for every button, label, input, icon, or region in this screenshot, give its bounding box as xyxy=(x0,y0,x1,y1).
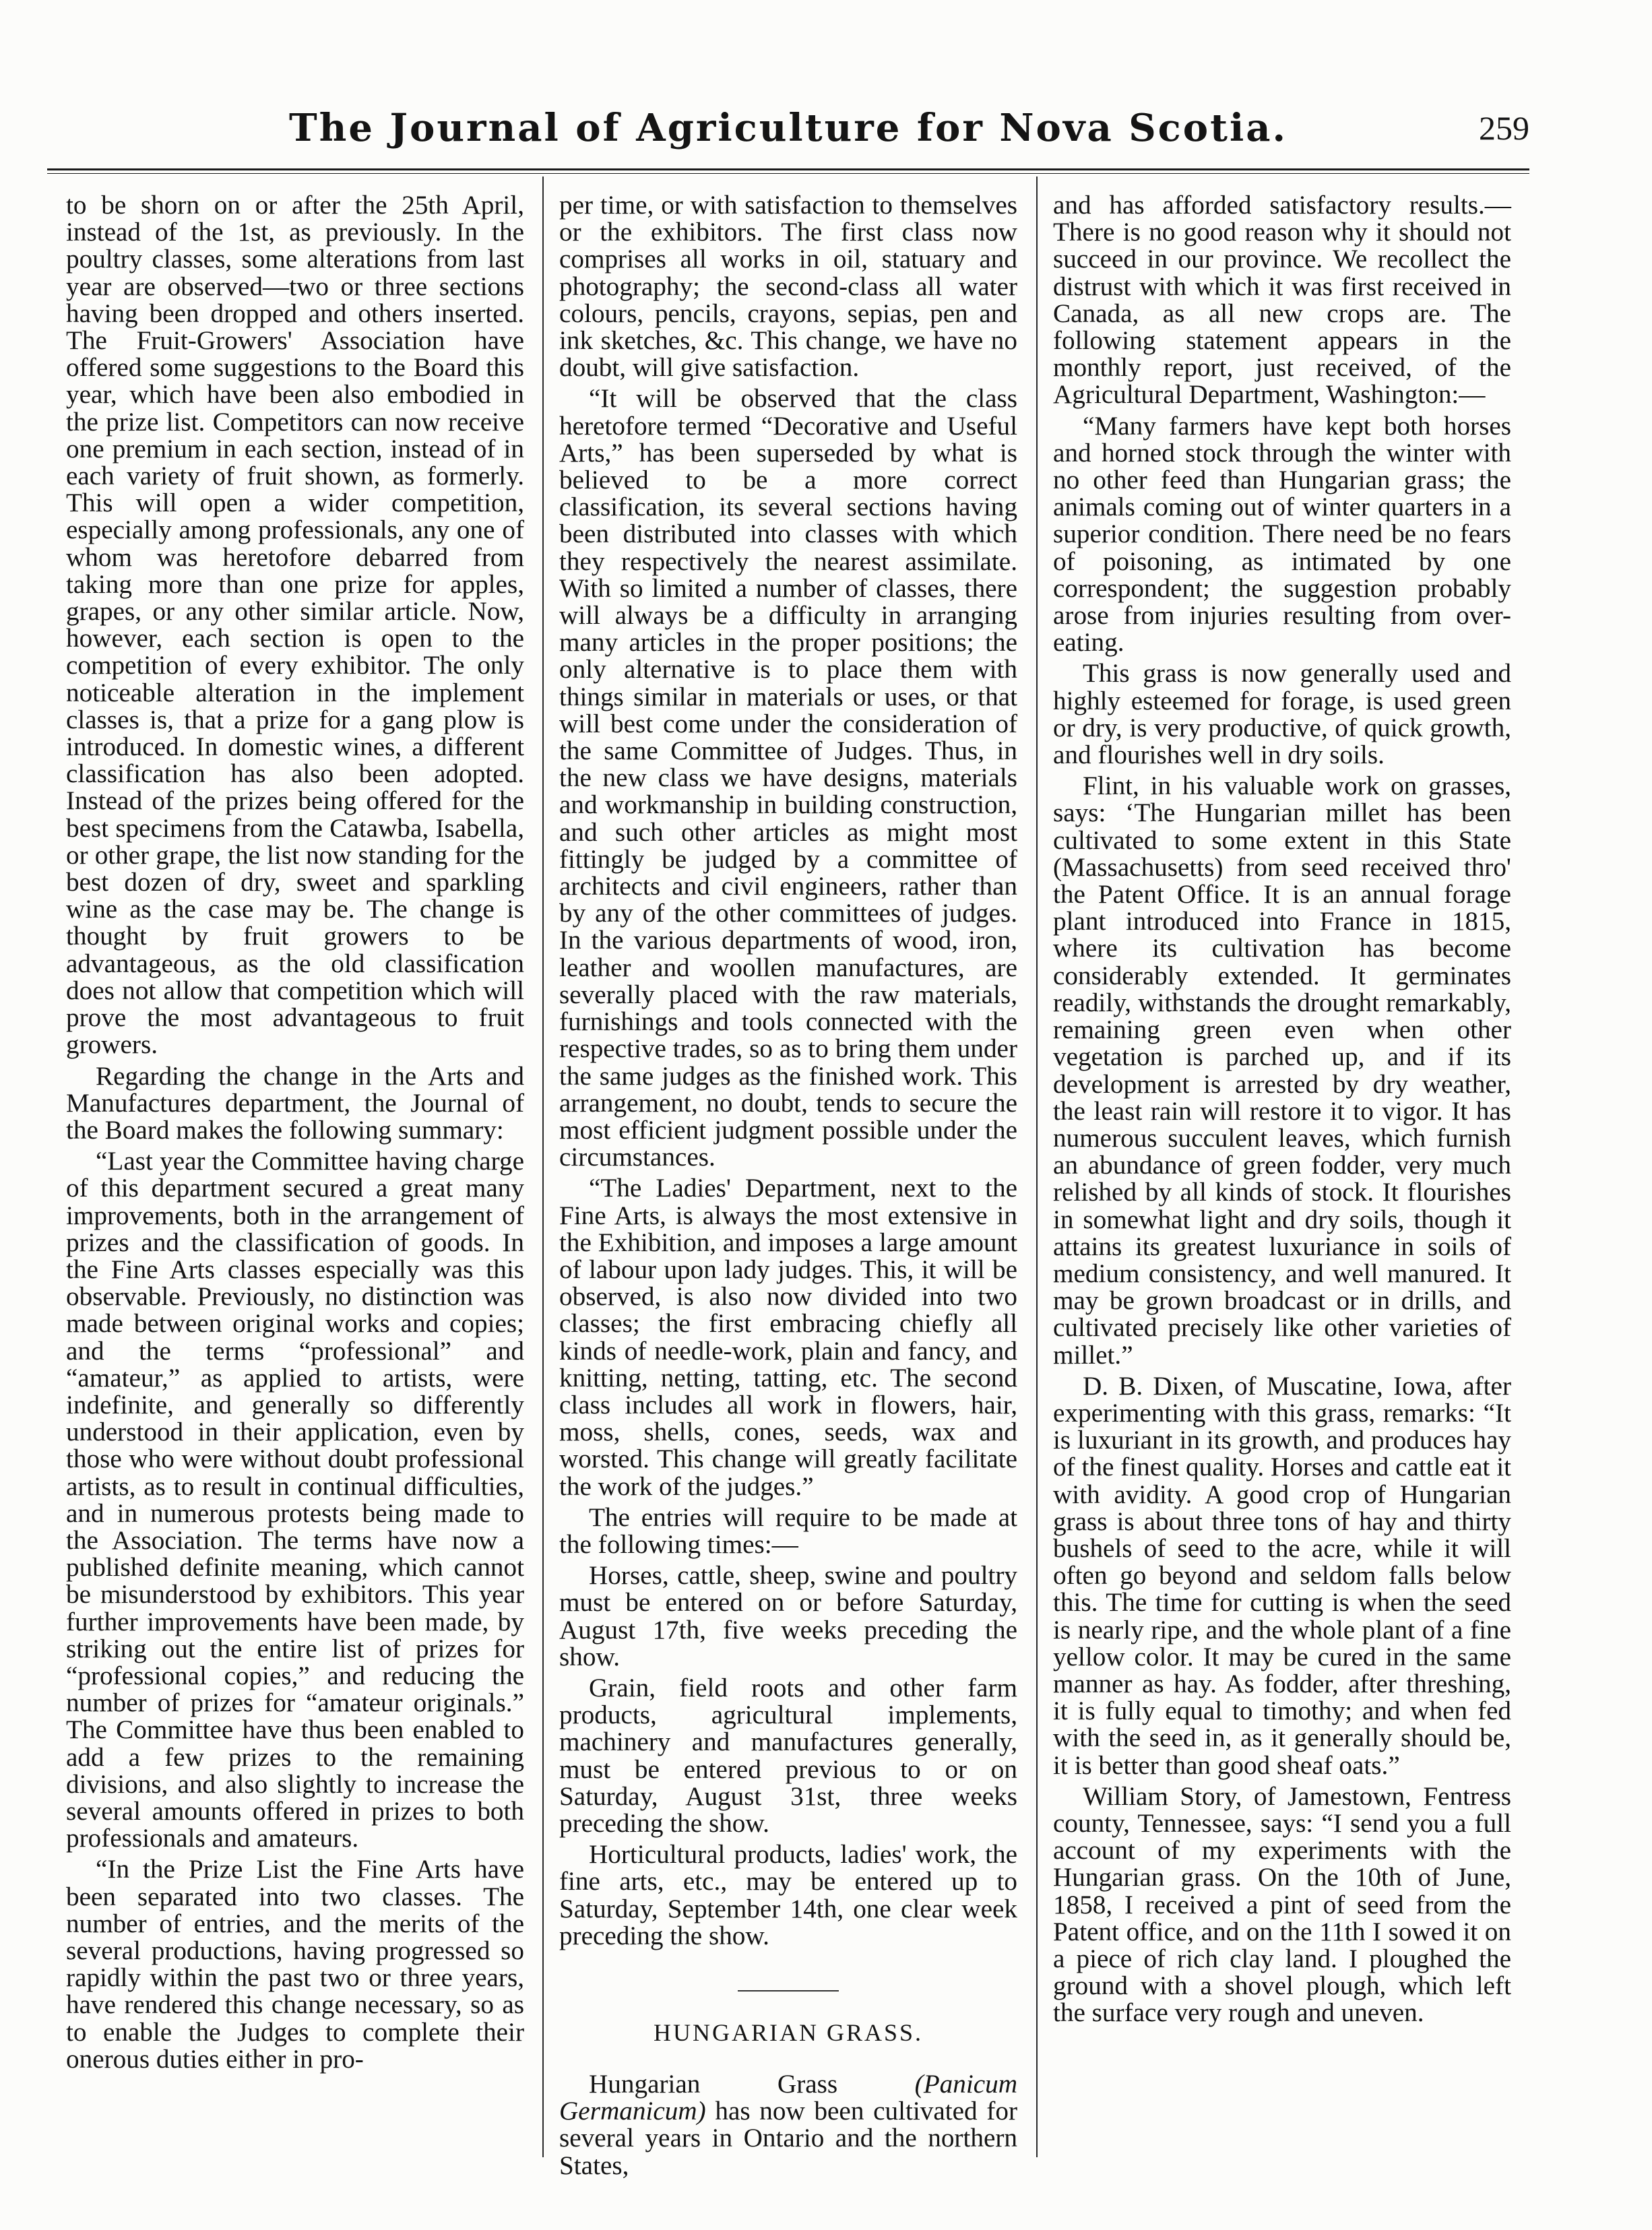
paragraph: to be shorn on or after the 25th April, instead of the 1st, as previously. In the poultry classes, some alterations from last year are observed—two or three sections having been dropped and others inserted. The Fruit-Growers' Association have offered some suggestions to the Board this year, which have been also embodied in the prize list. Competitors can now receive one premium in each section, instead of in each variety of fruit shown, as formerly. This will open a wider competition, especially among professionals, any one of whom was heretofore debarred from taking more than one prize for apples, grapes, or any other similar article. Now, however, each section is open to the competition of every exhibitor. The only noticeable alteration in the implement classes is, that a prize for a gang plow is introduced. In domestic wines, a different classification has also been adopted. Instead of the prizes being offered for the best specimens from the Catawba, Isabella, or other grape, the list now standing for the best dozen of dry, sweet and sparkling wine as the case may be. The change is thought by fruit growers to be advantageous, as the old classification does not allow that competition which will prove the most advantageous to fruit growers. xyxy=(66,191,524,1060)
column-1 xyxy=(66,192,524,2146)
paragraph: D. B. Dixen, of Muscatine, Iowa, after experimenting with this grass, remarks: “It is luxuriant in its growth, and produces hay of the finest quality. Horses and cattle eat it with avidity. A good crop of Hungarian grass is about three tons of hay and thirty bushels of seed to the acre, while it will often go beyond and seldom falls below this. The time for cutting is when the seed is nearly ripe, and the whole plant of a fine yellow color. It may be cured in the same manner as hay. As fodder, after threshing, it is fully equal to timothy; and when fed with the seed in, as it generally should be, it is better than good sheaf oats.” xyxy=(1053,1371,1511,1780)
column-3 xyxy=(1053,192,1511,2146)
text-run: Hungarian Grass xyxy=(589,2070,915,2099)
section-rule xyxy=(738,1990,839,1992)
paragraph: Flint, in his valuable work on grasses, says: ‘The Hungarian millet has been cultivated to some extent in this State (Massachusetts) from seed received thro' the Patent Office. It is an annual forage plant introduced into France in 1815, where its cultivation has become considerably extended. It germinates readily, withstands the drought remarkably, remaining green even when other vegetation is parched up, and if its development is arrested by dry weather, the least rain will restore it to vigor. It has numerous succulent leaves, which furnish an abundance of green fodder, very much relished by all kinds of stock. It flourishes in somewhat light and dry soils, though it attains its greatest luxuriance in soils of medium consistency, and well manured. It may be grown broadcast or in drills, and cultivated precisely like other varieties of millet.” xyxy=(1053,771,1511,1370)
text-run: has now been cultivated for several years in Ontario and the northern States, xyxy=(559,2097,1017,2180)
paragraph: Horticultural products, ladies' work, the fine arts, etc., may be entered up to Saturday, September 14th, one clear week preceding the show. xyxy=(559,1840,1017,1950)
column-divider-2 xyxy=(1036,177,1038,2157)
paragraph: This grass is now generally used and highly esteemed for forage, is used green or dry, is very productive, of quick growth, and flourishes well in dry soils. xyxy=(1053,659,1511,770)
paragraph: The entries will require to be made at the following times:— xyxy=(559,1502,1017,1559)
paragraph: “In the Prize List the Fine Arts have been separated into two classes. The number of entries, and the merits of the several productions, having progressed so rapidly within the past two or three years, have rendered this change necessary, so as to enable the Judges to complete their onerous duties either in pro- xyxy=(66,1855,524,2074)
page-header xyxy=(47,101,1529,155)
italic-species-name: (Panicum Germanicum) xyxy=(559,2070,1017,2126)
paragraph: per time, or with satisfaction to themselves or the exhibitors. The first class now comprises all works in oil, statuary and photography; the second-class all water colours, pencils, crayons, sepias, pen and ink sketches, &c. This change, we have no doubt, will give satisfaction. xyxy=(559,191,1017,383)
paragraph: “Last year the Committee having charge of this department secured a great many improvements, both in the arrangement of prizes and the classification of goods. In the Fine Arts classes especially was this observable. Previously, no distinction was made between original works and copies; and the terms “professional” and “amateur,” as applied to artists, were indefinite, and generally so differently understood in their application, even by those who were without doubt professional artists, as to result in continual difficulties, and in numerous protests being made to the Association. The terms have now a published definite meaning, which cannot be misunderstood by exhibitors. This year further improvements have been made, by striking out the entire list of prizes for “professional copies,” and reducing the number of prizes for “amateur originals.” The Committee have thus been enabled to add a few prizes to the remaining divisions, and also slightly to increase the several amounts offered in prizes to both professionals and amateurs. xyxy=(66,1147,524,1853)
paragraph: Horses, cattle, sheep, swine and poultry must be entered on or before Saturday, August 17th, five weeks preceding the show. xyxy=(559,1561,1017,1671)
paragraph: Grain, field roots and other farm products, agricultural implements, machinery and manufactures generally, must be entered previous to or on Saturday, August 31st, three weeks preceding the show. xyxy=(559,1673,1017,1838)
page-number: 259 xyxy=(1479,109,1529,147)
paragraph: William Story, of Jamestown, Fentress county, Tennessee, says: “I send you a full account of my experiments with the Hungarian grass. On the 10th of June, 1858, I received a pint of seed from the Patent office, and on the 11th I sowed it on a piece of rich clay land. I ploughed the ground with a shovel plough, which left the surface very rough and uneven. xyxy=(1053,1781,1511,2028)
column-divider-1 xyxy=(542,177,544,2157)
paragraph: “The Ladies' Department, next to the Fine Arts, is always the most extensive in the Exhibition, and imposes a large amount of labour upon lady judges. This, it will be observed, is also now divided into two classes; the first embracing chiefly all kinds of needle-work, plain and fancy, and knitting, netting, tatting, etc. The second class includes all work in flowers, hair, moss, shells, cones, seeds, wax and worsted. This change will greatly facilitate the work of the judges.” xyxy=(559,1174,1017,1501)
journal-title: The Journal of Agriculture for Nova Scotia. xyxy=(288,106,1288,150)
paragraph: “Many farmers have kept both horses and horned stock through the winter with no other feed than Hungarian grass; the animals coming out of winter quarters in a superior condition. There need be no fears of poisoning, as intimated by one correspondent; the suggestion probably arose from injuries resulting from over-eating. xyxy=(1053,411,1511,658)
header-rule xyxy=(47,168,1529,174)
section-heading: HUNGARIAN GRASS. xyxy=(653,2019,924,2046)
paragraph: and has afforded satisfactory results.—There is no good reason why it should not succeed in our province. We recollect the distrust with which it was first received in Canada, as all new crops are. The following statement appears in the monthly report, just received, of the Agricultural Department, Washington:— xyxy=(1053,191,1511,410)
paragraph xyxy=(559,2071,1017,2179)
paragraph: “It will be observed that the class heretofore termed “Decorative and Useful Arts,” has been superseded by what is believed to be a more correct classification, its several sections having been distributed into classes with which they respectively the nearest assimilate. With so limited a number of classes, there will always be a difficulty in arranging many articles in the proper positions; the only alternative is to place them with things similar in materials or uses, or that will best come under the consideration of the same Committee of Judges. Thus, in the new class we have designs, materials and workmanship in building construction, and such other articles as might most fittingly be judged by a committee of architects and civil engineers, rather than by any of the other committees of judges. In the various departments of wood, iron, leather and woollen manufactures, are severally placed with the raw materials, furnishings and tools connected with the respective trades, so as to bring them under the same judges as the finished work. This arrangement, no doubt, tends to secure the most efficient judgment possible under the circumstances. xyxy=(559,384,1017,1172)
paragraph: Regarding the change in the Arts and Manufactures department, the Journal of the Board makes the following summary: xyxy=(66,1061,524,1145)
column-2 xyxy=(559,191,1017,2180)
